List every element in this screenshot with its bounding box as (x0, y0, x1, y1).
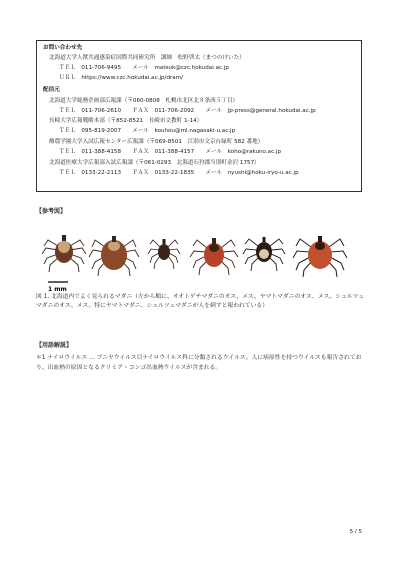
figure-caption: 図 1. 北海道内でよく見られるマダニ（左から順に、オオトゲチマダニのオス、メス、ヤマトマダニのオス、メス、シュルツェマダニのオス、メス。特にヤマトマダニ、シュルツェマダニが人を刺すと報われている） (36, 294, 364, 309)
distribution-heading: 配信元 (43, 87, 60, 93)
ticks-photo (36, 220, 364, 292)
page-number: 5 / 5 (349, 529, 362, 535)
tick-1 (42, 235, 86, 272)
org4-contact: ＴＥＬ 0133-22-2113 ＦＡＸ 0133-22-1835 メール nyushi@hoku-iryo-u.ac.jp (59, 170, 299, 176)
contact-box (36, 40, 362, 192)
scale-bar-label: 1 mm (48, 286, 67, 292)
reference-heading: 【参考図】 (36, 208, 67, 215)
glossary-heading: 【用語解説】 (36, 342, 73, 349)
org2-contact: ＴＥＬ 095-819-2007 メール kouhou@ml.nagasaki-u.ac.jp (59, 128, 236, 134)
org2: 長崎大学広報戦略本部（〒852-8521 長崎市文教町 1-14） (49, 118, 203, 124)
contact-person: 北海道大学人獣共通感染症国際共同研究所 講師 松野啓太（まつのけいた） (49, 55, 245, 61)
tick-figure (36, 220, 364, 292)
tick-4 (190, 238, 238, 275)
org1: 北海道大学総務企画部広報課（〒060-0808 札幌市北区北８条西５丁目） (49, 98, 239, 104)
org1-contact: ＴＥＬ 011-706-2610 ＦＡＸ 011-706-2092 メール jp-press@general.hokudai.ac.jp (59, 108, 316, 114)
contact-person-tel: ＴＥＬ 011-706-9495 メール matsuk@czc.hokudai.ac.jp (59, 65, 229, 71)
tick-3 (148, 239, 180, 269)
tick-6 (293, 236, 347, 277)
contact-heading: お問い合わせ先 (43, 45, 83, 51)
org3-contact: ＴＥＬ 011-388-4158 ＦＡＸ 011-388-4157 メール koho@rakuno.ac.jp (59, 149, 282, 155)
tick-2 (89, 236, 139, 276)
tick-5 (243, 237, 285, 271)
org3: 酪農学園大学入試広報センター広報課（〒069-8501 江別市文京台緑町 582 番地） (49, 139, 264, 145)
glossary-item: ＊1 ナイロウイルス … ブニヤウイルス目ナイロウイルス科に分類されるウイルス。人に病原性を持つウイルスも報告されており、出血熱の原因となるクリミア・コンゴ出血熱ウイルスが含まれる。 (36, 355, 362, 371)
contact-person-url: ＵＲＬ https://www.czc.hokudai.ac.jp/dram/ (59, 75, 184, 81)
org4: 北海道医療大学広報部入試広報課（〒061-0293 北海道石狩郡当別町金沢 1757） (49, 160, 260, 166)
